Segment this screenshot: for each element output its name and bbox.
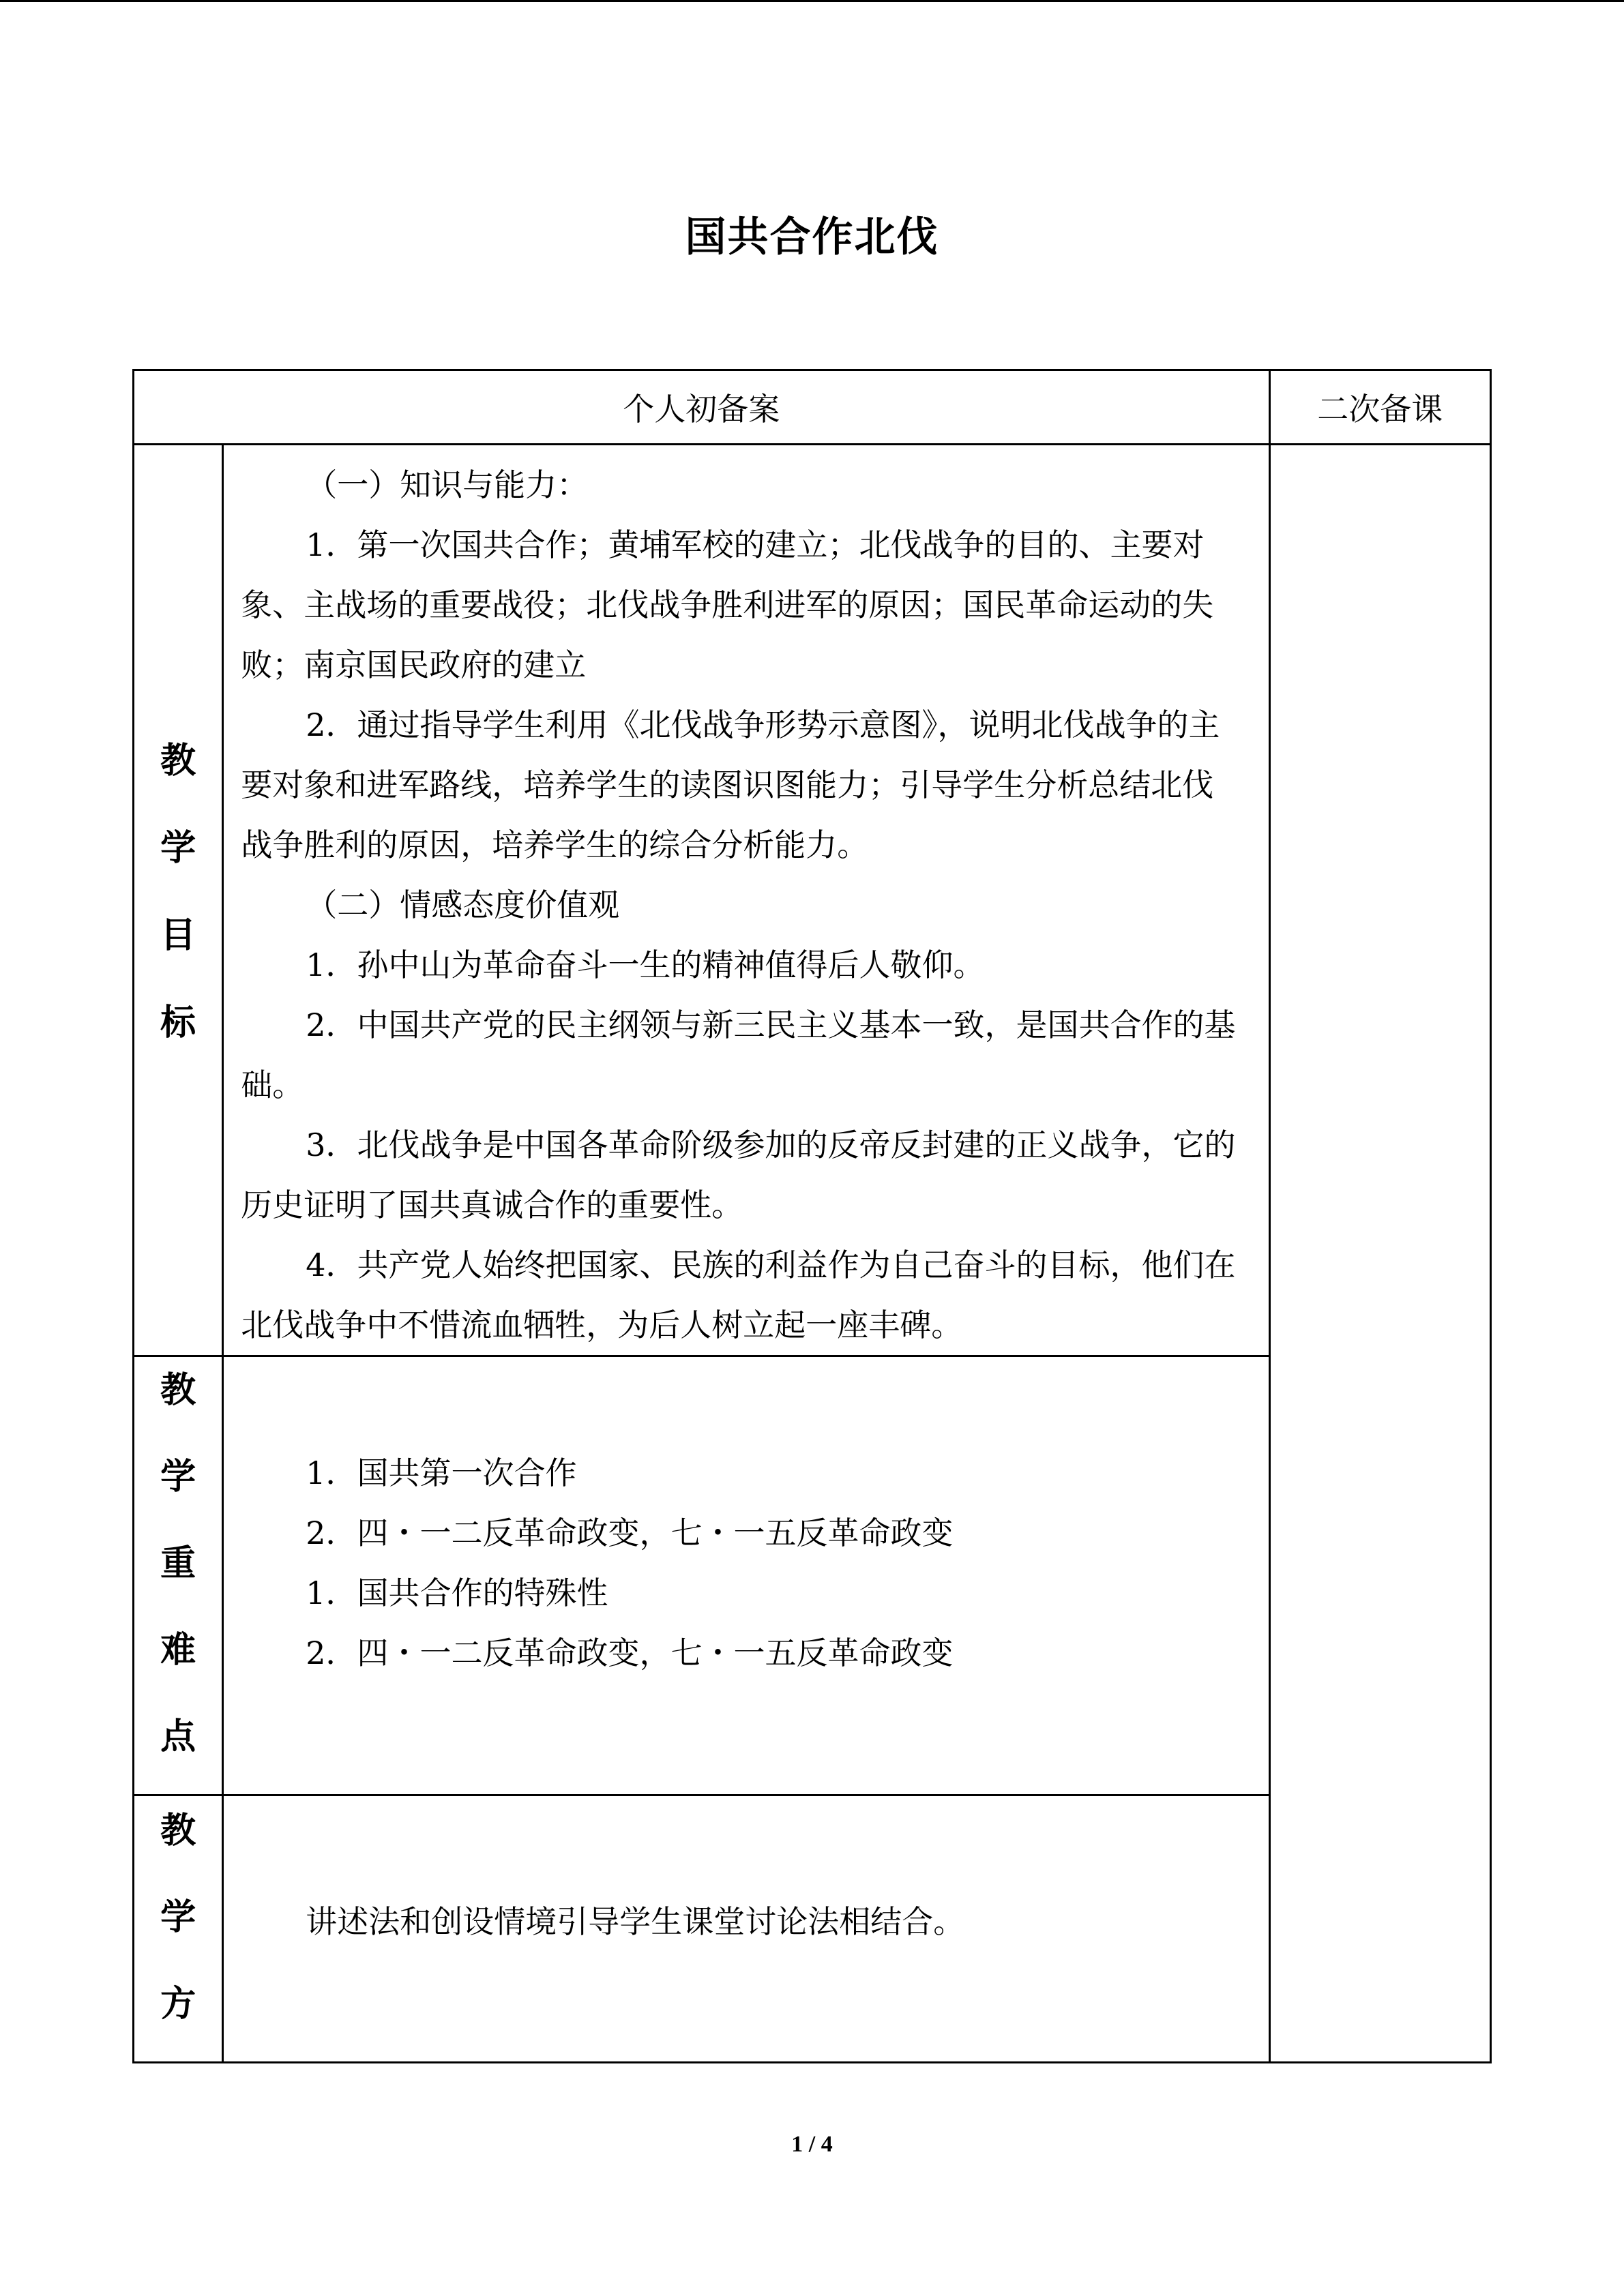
objectives-label-char: 学: [160, 827, 196, 869]
objectives-paragraph: 4．共产党人始终把国家、民族的利益作为自己奋斗的目标，他们在北伐战争中不惜流血牺牲，为后人树立起一座丰碑。: [241, 1247, 1236, 1343]
key-points-label-char: 点: [160, 1716, 196, 1757]
objectives-row: [134, 445, 1491, 1356]
lesson-plan-table: [132, 369, 1492, 2063]
key-point-line: 1．国共合作的特殊性: [306, 1575, 608, 1611]
objectives-paragraph: 2．通过指导学生利用《北伐战争形势示意图》，说明北伐战争的主要对象和进军路线，培养学生的读图识图能力；引导学生分析总结北伐战争胜利的原因，培养学生的综合分析能力。: [241, 706, 1220, 863]
objectives-paragraph: 2．中国共产党的民主纲领与新三民主义基本一致，是国共合作的基础。: [241, 1007, 1236, 1103]
document-title: 国共合作北伐: [685, 213, 939, 261]
methods-label-char: 方: [160, 1983, 196, 2025]
methods-label-char: 学: [160, 1896, 196, 1938]
key-points-label-char: 重: [160, 1542, 196, 1584]
objectives-paragraph: 1．第一次国共合作；黄埔军校的建立；北伐战争的目的、主要对象、主战场的重要战役；北伐战争胜利进军的原因；国民革命运动的失败；南京国民政府的建立: [241, 526, 1214, 683]
objectives-paragraph: （一）知识与能力：: [306, 466, 589, 503]
objectives-label: [134, 445, 223, 1356]
page-top-border: [0, 0, 1624, 2]
key-points-content: [223, 1356, 1269, 1795]
key-point-line: 2．四・一二反革命政变，七・一五反革命政变: [306, 1515, 954, 1551]
objectives-paragraph: 1．孙中山为革命奋斗一生的精神值得后人敬仰。: [306, 946, 985, 983]
key-points-label-char: 难: [160, 1629, 196, 1671]
methods-text: 讲述法和创设情境引导学生课堂讨论法相结合。: [306, 1903, 965, 1940]
page-number: 1 / 4: [791, 2132, 833, 2157]
objectives-content: [223, 445, 1269, 1356]
objectives-label-char: 教: [160, 740, 196, 781]
methods-label: [134, 1795, 223, 2063]
objectives-label-char: 标: [160, 1002, 196, 1043]
second-plan-column: [1269, 445, 1491, 2063]
header-second-plan: 二次备课: [1269, 370, 1491, 445]
table-header-row: [134, 370, 1491, 445]
objectives-paragraph: 3．北伐战争是中国各革命阶级参加的反帝反封建的正义战争，它的历史证明了国共真诚合作的重要性。: [241, 1127, 1236, 1223]
key-point-line: 2．四・一二反革命政变，七・一五反革命政变: [306, 1635, 954, 1671]
key-point-line: 1．国共第一次合作: [306, 1455, 577, 1491]
methods-label-char: 教: [160, 1810, 196, 1851]
key-points-label-char: 学: [160, 1456, 196, 1497]
objectives-paragraph: （二）情感态度价值观: [306, 886, 620, 923]
header-personal-plan: 个人初备案: [134, 370, 1270, 445]
objectives-label-char: 目: [160, 914, 196, 956]
key-points-label-char: 教: [160, 1369, 196, 1411]
methods-content: [223, 1795, 1269, 2063]
key-points-label: [134, 1356, 223, 1795]
